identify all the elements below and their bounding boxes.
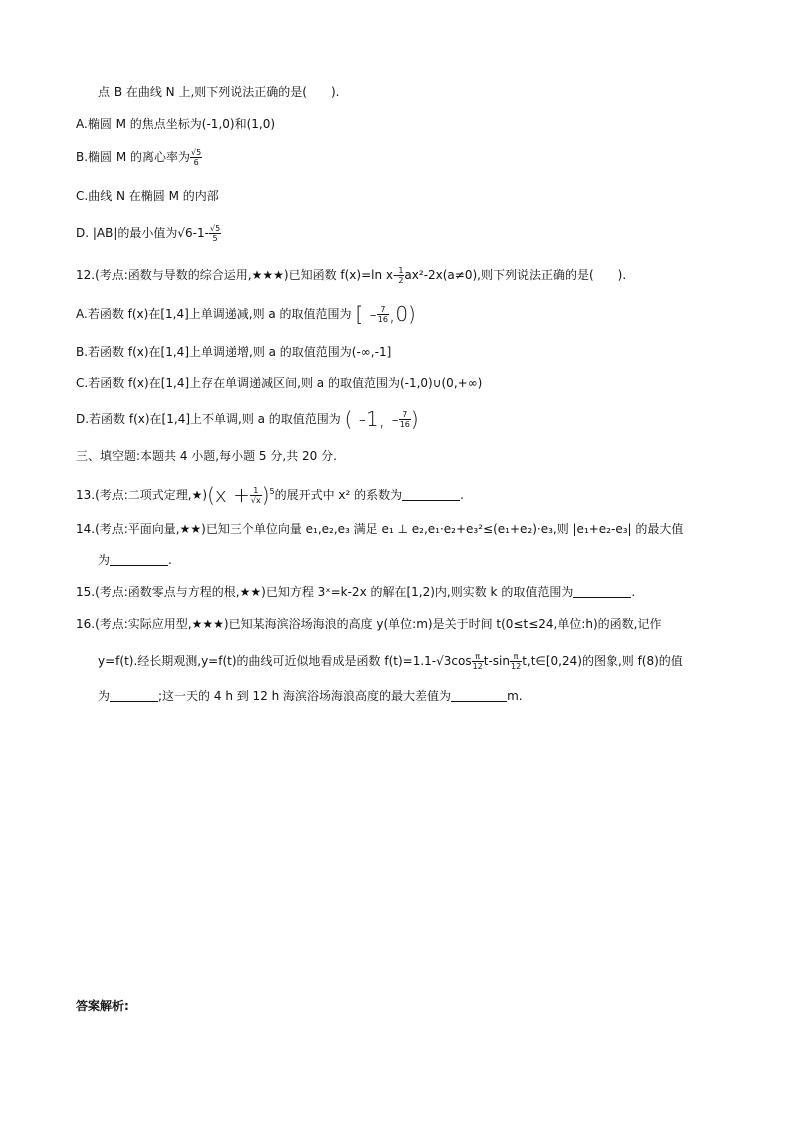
q16-line-1: 16.(考点:实际应用型,★★★)已知某海滨浴场海浪的高度 y(单位:m)是关于时间 t(0≤t≤24,单位:h)的函数,记作: [76, 617, 662, 631]
fraction: $\frac{7}{16}$: [399, 410, 410, 429]
q16-line-2: y=f(t).经长期观测,y=f(t)的曲线可近似地看成是函数 f(t)=1.1-√3cos $\frac{\pi}{12}$ t-sin $\frac{\pi}{12}$ t,t∈[0,24)的图象,则 f(8)的值: [98, 652, 683, 671]
answer-blank[interactable]: [110, 553, 168, 566]
fraction: $\frac{1}{√x}$: [250, 486, 261, 505]
fraction: $\frac{7}{16}$: [377, 305, 388, 324]
answer-blank[interactable]: [110, 689, 158, 702]
q16-line-3: 为 ;这一天的 4 h 到 12 h 海滨浴场海浪高度的最大差值为 m.: [98, 689, 523, 703]
fraction: $\frac{√5}{5}$: [209, 224, 221, 243]
q12-option-c: C.若函数 f(x)在[1,4]上存在单调递减区间,则 a 的取值范围为(-1,0)∪(0,+∞): [76, 376, 483, 390]
fraction: $\frac{\pi}{12}$: [511, 652, 522, 671]
q12-stem: 12.(考点:函数与导数的综合运用,★★★)已知函数 f(x)=ln x- $\frac{1}{2}$ ax²-2x(a≠0),则下列说法正确的是( ).: [76, 266, 627, 285]
q12-option-b: B.若函数 f(x)在[1,4]上单调递增,则 a 的取值范围为(-∞,-1]: [76, 345, 392, 359]
answer-blank[interactable]: [451, 689, 507, 702]
q12-option-a: A.若函数 f(x)在[1,4]上单调递减,则 a 的取值范围为 [ - $\frac{7}{16}$ ,0): [76, 302, 416, 326]
answer-blank[interactable]: [573, 585, 631, 598]
q12-option-d: D.若函数 f(x)在[1,4]上不单调,则 a 的取值范围为 ( -1, - $\frac{7}{16}$ ): [76, 407, 419, 431]
q14-line-1: 14.(考点:平面向量,★★)已知三个单位向量 e₁,e₂,e₃ 满足 e₁ ⊥ e₂,e₁·e₂+e₃²≤(e₁+e₂)·e₃,则 |e₁+e₂-e₃| 的最大值: [76, 522, 684, 536]
answer-blank[interactable]: [402, 488, 460, 501]
q11-option-c: C.曲线 N 在椭圆 M 的内部: [76, 189, 219, 203]
q11-tail: 点 B 在曲线 N 上,则下列说法正确的是( ).: [98, 85, 340, 99]
q11-option-d: D. |AB|的最小值为√6-1- $\frac{√5}{5}$: [76, 224, 221, 243]
section-three-heading: 三、填空题:本题共 4 小题,每小题 5 分,共 20 分.: [76, 449, 337, 463]
fraction: $\frac{√5}{6}$: [191, 148, 202, 167]
q11-option-a: A.椭圆 M 的焦点坐标为(-1,0)和(1,0): [76, 117, 276, 131]
q15: 15.(考点:函数零点与方程的根,★★)已知方程 3ˣ=k-2x 的解在[1,2)内,则实数 k 的取值范围为 .: [76, 585, 636, 599]
q14-line-2: 为 .: [98, 553, 172, 567]
q13: 13.(考点:二项式定理,★)(x + $\frac{1}{√x}$ )$^5$的展开式中 x² 的系数为 .: [76, 483, 464, 507]
fraction: $\frac{\pi}{12}$: [472, 652, 483, 671]
fraction: $\frac{1}{2}$: [398, 266, 404, 285]
answer-analysis-label: 答案解析:: [76, 999, 129, 1013]
q11-option-b: B.椭圆 M 的离心率为 $\frac{√5}{6}$: [76, 148, 202, 167]
